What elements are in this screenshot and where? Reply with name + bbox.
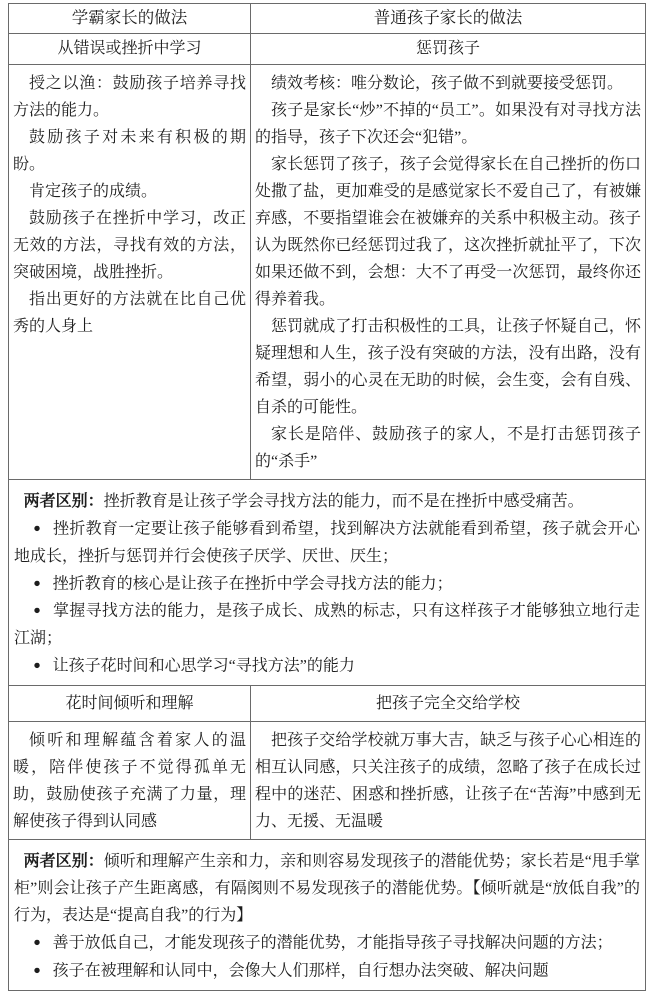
bullet-item <box>14 515 640 570</box>
bullet-icon: ● <box>33 575 41 590</box>
section2-right-cell <box>251 722 646 840</box>
bullet-item <box>14 570 640 598</box>
table-header-row <box>9 4 646 34</box>
section1-subheader-left: 从错误或挫折中学习 <box>9 34 251 65</box>
paragraph: 家长是陪伴、鼓励孩子的家人，不是打击惩罚孩子的“杀手” <box>255 426 641 470</box>
bullet-item <box>14 597 640 652</box>
section1-subheader-right: 惩罚孩子 <box>251 34 646 65</box>
paragraph: 把孩子交给学校就万事大吉，缺乏与孩子心心相连的相互认同感，只关注孩子的成绩，忽略了孩子在成长过程中的迷茫、困惑和挫折感，让孩子在“苦海”中感到无力、无援、无温暖 <box>255 732 641 830</box>
bullet-item <box>14 929 640 957</box>
bullet-text: 孩子在被理解和认同中，会像大人们那样，自行想办法突破、解决问题 <box>52 962 549 979</box>
section1-diff-row <box>9 480 646 686</box>
bullet-text: 挫折教育的核心是让孩子在挫折中学会寻找方法的能力； <box>52 575 453 592</box>
bullet-icon: ● <box>33 521 42 535</box>
paragraph: 绩效考核：唯分数论，孩子做不到就要接受惩罚。 <box>271 75 624 92</box>
comparison-table <box>8 3 646 991</box>
section2-body-row <box>9 722 646 840</box>
paragraph: 孩子是家长“炒”不掉的“员工”。如果没有对寻找方法的指导，孩子下次还会“犯错”。 <box>255 102 641 146</box>
bullet-text: 让孩子花时间和心思学习“寻找方法”的能力 <box>52 657 355 674</box>
diff-text: 挫折教育是让孩子学会寻找方法的能力，而不是在挫折中感受痛苦。 <box>103 493 584 510</box>
section1-right-cell <box>251 65 646 480</box>
paragraph: 倾听和理解蕴含着家人的温暖，陪伴使孩子不觉得孤单无助，鼓励使孩子充满了力量，理解使孩子得到认同感 <box>13 732 246 830</box>
section2-subheader-right: 把孩子完全交给学校 <box>251 686 646 722</box>
header-right: 普通孩子家长的做法 <box>251 4 646 34</box>
bullet-icon: ● <box>33 603 42 617</box>
section1-subheader-row <box>9 34 646 65</box>
diff-text: 倾听和理解产生亲和力，亲和则容易发现孩子的潜能优势；家长若是“甩手掌柜”则会让孩子产生距离感，有隔阂则不易发现孩子的潜能优势。【倾听就是“放低自我”的行为，表达是“提高自我”的行为】 <box>14 853 640 924</box>
paragraph: 指出更好的方法就在比自己优秀的人身上 <box>13 291 246 335</box>
paragraph: 家长惩罚了孩子，孩子会觉得家长在自己挫折的伤口处撒了盐，更加难受的是感觉家长不爱自己了，有被嫌弃感，不要指望谁会在被嫌弃的关系中积极主动。孩子认为既然你已经惩罚过我了，这次挫折就扯平了，下次如果还做不到，会想：大不了再受一次惩罚，最终你还得养着我。 <box>255 156 641 308</box>
paragraph: 肯定孩子的成绩。 <box>29 183 158 200</box>
paragraph: 鼓励孩子在挫折中学习，改正无效的方法，寻找有效的方法，突破困境，战胜挫折。 <box>13 210 246 281</box>
section2-subheader-row <box>9 686 646 722</box>
paragraph: 授之以渔：鼓励孩子培养寻找方法的能力。 <box>13 75 246 119</box>
bullet-item <box>14 652 640 680</box>
diff-paragraph <box>14 488 640 515</box>
section1-diff-cell <box>9 480 646 686</box>
section2-diff-row <box>9 840 646 991</box>
bullet-icon: ● <box>33 962 41 977</box>
bullet-text: 善于放低自己，才能发现孩子的潜能优势，才能指导孩子寻找解决问题的方法； <box>52 934 613 952</box>
bullet-text: 掌握寻找方法的能力，是孩子成长、成熟的标志，只有这样孩子才能够独立地行走江湖； <box>14 602 640 647</box>
header-left: 学霸家长的做法 <box>9 4 251 34</box>
diff-label: 两者区别： <box>23 493 104 510</box>
section2-left-cell <box>9 722 251 840</box>
paragraph: 鼓励孩子对未来有积极的期盼。 <box>13 129 246 173</box>
section2-diff-cell <box>9 840 646 991</box>
bullet-icon: ● <box>33 935 41 949</box>
paragraph: 惩罚就成了打击积极性的工具，让孩子怀疑自己，怀疑理想和人生，孩子没有突破的方法，没有出路，没有希望，弱小的心灵在无助的时候，会生变，会有自残、自杀的可能性。 <box>255 318 641 416</box>
diff-paragraph <box>14 848 640 929</box>
bullet-icon: ● <box>33 657 41 672</box>
section2-subheader-left: 花时间倾听和理解 <box>9 686 251 722</box>
bullet-text: 挫折教育一定要让孩子能够看到希望，找到解决方法就能看到希望，孩子就会开心地成长，挫折与惩罚并行会使孩子厌学、厌世、厌生； <box>14 520 640 565</box>
section1-body-row <box>9 65 646 480</box>
section1-left-cell <box>9 65 251 480</box>
diff-label: 两者区别： <box>23 853 104 870</box>
bullet-item <box>14 957 640 985</box>
